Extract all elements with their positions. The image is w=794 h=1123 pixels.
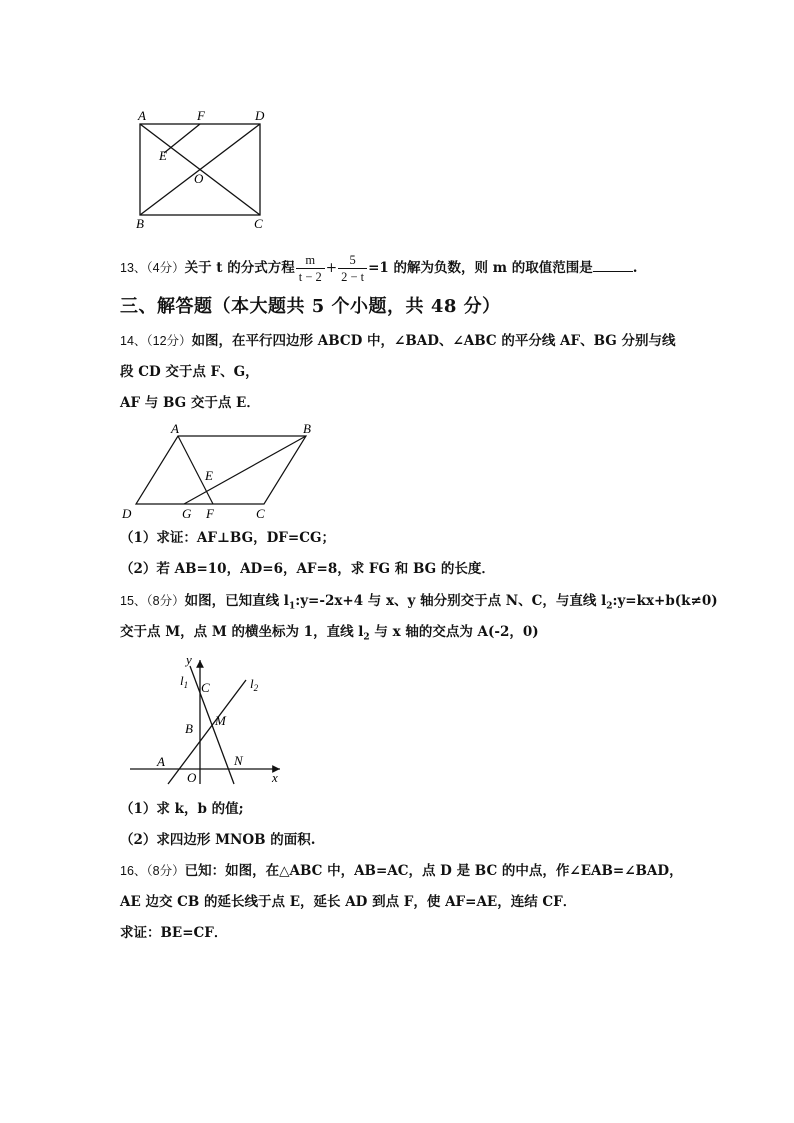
question-15-number: 15、（8分） [120,594,185,608]
question-15-text-1b: :y=-2x+4 与 x、y 轴分别交于点 N、C，与直线 l [295,593,607,609]
question-15-text-1c: :y=kx+b(k≠0) [612,593,718,609]
question-13-text-post: =1 的解为负数，则 m 的取值范围是 [368,260,593,276]
question-16-line-2: AE 边交 CB 的延长线于点 E，延长 AD 到点 F，使 AF=AE，连结 CF． [120,894,577,910]
line-label-l1 [180,673,188,690]
label-F: F [206,506,214,521]
question-15-text-2b: 与 x 轴的交点为 A(-2，0) [369,624,539,640]
coordinate-figure [124,652,290,786]
subscript-2: 2 [606,601,613,612]
question-14-line-2: 段 CD 交于点 F、G， [120,364,259,380]
question-14-line-1 [120,332,676,350]
question-14-text-1: 如图，在平行四边形 ABCD 中，∠BAD、∠ABC 的平分线 AF、BG 分别与线 [191,333,676,349]
l2-sub: 2 [253,683,259,693]
l1-sub: 1 [183,680,189,690]
bisector-bg [184,436,306,504]
question-14-part-2: （2）若 AB=10，AD=6，AF=8，求 FG 和 BG 的长度． [120,561,495,577]
fraction-1-numerator: m [296,252,325,269]
plus-sign: + [325,260,338,276]
question-13-text-pre: 关于 t 的分式方程 [184,260,295,276]
question-16-line-1 [120,862,683,880]
question-15-part-2: （2）求四边形 MNOB 的面积. [120,832,316,848]
parallelogram-abcd [136,436,306,504]
subscript-1: 1 [288,601,296,612]
question-15-part-1: （1）求 k，b 的值; [120,801,244,817]
label-O: O [187,770,197,785]
label-G: G [182,506,192,521]
label-C: C [254,216,263,231]
label-D: D [122,506,132,521]
label-M: M [215,713,226,728]
question-13-end: . [632,260,638,276]
label-A: A [138,108,146,123]
label-E: E [159,148,167,163]
rectangle-figure [128,104,278,234]
l1-letter: l [180,673,184,688]
fraction-1-denominator: t − 2 [298,270,322,284]
label-F: F [197,108,205,123]
question-14-line-3: AF 与 BG 交于点 E． [120,395,260,411]
question-15-line-1 [120,592,718,616]
fraction-2-denominator: 2 − t [341,270,365,284]
question-14-number: 14、（12分） [120,334,192,348]
question-13 [120,252,637,285]
label-C: C [201,680,210,695]
label-C: C [256,506,265,521]
question-15-line-2 [120,623,539,647]
label-O: O [194,171,204,186]
label-B: B [303,421,311,436]
line-label-l2 [250,676,259,693]
label-B: B [185,721,193,736]
subscript-l2: 2 [363,632,370,643]
question-16-line-3: 求证：BE=CF． [120,925,228,941]
answer-blank[interactable] [593,259,633,272]
label-N: N [234,753,243,768]
label-D: D [255,108,265,123]
axis-label-x: x [272,770,278,785]
question-13-number: 13、（4分） [120,261,185,275]
label-A: A [171,421,179,436]
l2-letter: l [250,676,254,691]
axis-label-y: y [186,652,192,667]
segment-fe [164,124,200,153]
label-E: E [205,468,213,483]
label-A: A [157,754,165,769]
question-16-text-1: 已知：如图，在△ABC 中，AB=AC，点 D 是 BC 的中点，作∠EAB=∠BAD， [184,863,683,879]
fraction-1 [296,252,325,285]
fraction-2-numerator: 5 [338,252,367,269]
section-heading: 三、解答题（本大题共 5 个小题，共 48 分） [120,296,501,317]
parallelogram-figure [116,420,326,526]
fraction-2 [338,252,367,285]
question-16-number: 16、（8分） [120,864,185,878]
question-14-part-1: （1）求证：AF⊥BG，DF=CG； [120,530,335,546]
label-B: B [136,216,144,231]
question-15-text-2a: 交于点 M，点 M 的横坐标为 1，直线 l [120,624,364,640]
question-15-text-1a: 如图，已知直线 l [184,593,289,609]
